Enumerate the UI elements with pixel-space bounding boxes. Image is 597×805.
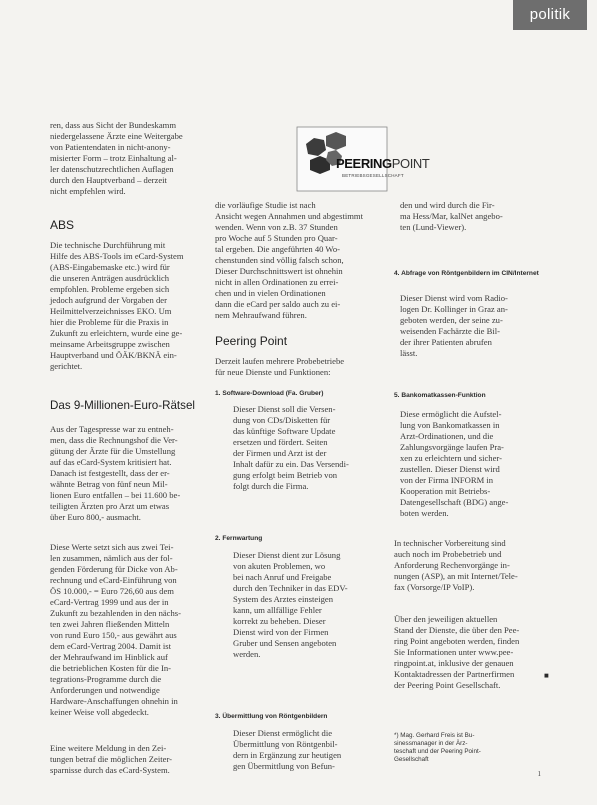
paragraph-bankomat: Diese ermöglicht die Aufstel- lung von Bankomatkassen in Arzt-Ordinationen, und die Zahlungsvorgänge laufen Pra- xen zu erleichtern und sicher- zustellen. Dieser Dienst wird von der Firma INFORM in Kooperation mit Betriebs- Datengesellschaft (BDG) ange- boten werden. (400, 409, 509, 518)
heading-abs: ABS (50, 218, 75, 232)
subheading-bankomat: 5. Bankomatkassen-Funktion (394, 392, 486, 399)
paragraph-abfrage-roentgen: Dieser Dienst wird vom Radio- logen Dr. Kollinger in Graz an- geboten werden, der seine zu- weisenden Fachärzte die Bil- der ihrer Patienten abrufen lässt. (400, 293, 508, 358)
paragraph-abs: Die technische Durchführung mit Hilfe des ABS-Tools im eCard-System (ABS-Eingabemaske etc.) wird für die unseren Anträgen ausdrücklich empfohlen. Probleme ergeben sich jedoch aufgrund der Vorgaben der Heilmittelverzeichnisses EKO. Um hier die Probleme für die Praxis in Zukunft zu erleichtern, wurde eine ge- meinsame Arbeitsgruppe zwischen Hauptverband und ÖÄK/BKNÄ ein- gerichtet. (50, 240, 184, 371)
author-footnote: *) Mag. Gerhard Freis ist Bu- sinessmanager in der Ärz- teschaft und der Peering Point- Gesellschaft (394, 732, 481, 763)
end-mark: ■ (544, 671, 549, 680)
page-header (0, 0, 597, 28)
paragraph-raetsel-2: Diese Werte setzt sich aus zwei Tei- len zusammen, nämlich aus der fol- genden Förderung für Dicke von Ab- rechnung und eCard-Einführung von ÖS 10.000,- = Euro 726,60 aus dem eCard-Vertrag 1999 und aus der in Zukunft zu bezahlenden in den nächs- ten zwei Jahren fließenden Mitteln von rund Euro 150,- aus gewährt aus dem eCard-Vertrag 2004. Damit ist der Mehraufwand im Hinblick auf die betrieblichen Kosten für die In- tegrations-Programme durch die Anforderungen und notwendige Hardware-Anschaffungen ohnehin in keiner Weise voll abgedeckt. (50, 542, 182, 717)
paragraph-roentgenbilder: Dieser Dienst ermöglicht die Übermittlung von Röntgenbil- dern in Ergänzung zur heutigen gen Übermittlung von Befun- (233, 728, 342, 771)
paragraph-lund-viewer: den und wird durch die Fir- ma Hess/Mar, kalNet angebo- ten (Lund-Viewer). (400, 200, 503, 232)
paragraph-raetsel-3: Eine weitere Meldung in den Zei- tungen betraf die möglichen Zeiter- sparnisse durch das eCard-System. (50, 743, 172, 775)
subheading-roentgenbilder: 3. Übermittlung von Röntgenbildern (215, 713, 328, 720)
subheading-software-download: 1. Software-Download (Fa. Gruber) (215, 390, 324, 397)
heading-raetsel: Das 9-Millionen-Euro-Rätsel (50, 399, 195, 412)
paragraph-software-download: Dieser Dienst soll die Versen- dung von CDs/Disketten für das künftige Software Update ersetzen und fördert. Seiten der Firmen und Arzt ist der Inhalt dafür zu ein. Das Versendi- gung erfolgt beim Betrieb von folgt durch die Firma. (233, 404, 349, 491)
paragraph-study: die vorläufige Studie ist nach Ansicht wegen Annahmen und abgestimmt wenden. Wenn von z.B. 37 Stunden pro Woche auf 5 Stunden pro Quar- tal ergeben. Die angeführten 40 Wo- chenstunden sind völlig falsch schon, Dieser Durchschnittswert ist ohnehin nicht in allen Ordinationen zu errei- chen und in vielen Ordinationen dann die eCard per saldo auch zu ei- nem Mehraufwand führen. (215, 200, 363, 320)
intro-paragraph: ren, dass aus Sicht der Bundeskamm niedergelassene Ärzte eine Weitergabe von Patientendaten in nicht-anony- misierter Form – trotz Einhaltung al- ler datenschutzrechtlichen Auflagen durch den Hauptverband – derzeit nicht empfehlen wird. (50, 120, 183, 196)
logo-text (336, 156, 429, 171)
section-label: politik (513, 0, 587, 30)
page-number: 1 (537, 770, 541, 778)
paragraph-peering: Derzeit laufen mehrere Probebetriebe für neue Dienste und Funktionen: (215, 356, 345, 377)
logo-subtitle: BETRIEBSGESELLSCHAFT (342, 173, 404, 178)
paragraph-vorbereitung: In technischer Vorbereitung sind auch noch im Probebetrieb und Anforderung Rechenvorgänge in- nungen (ASP), an mit Internet/Tele- fax (Vorsorge/IP VoIP). (394, 538, 518, 592)
logo-name-light: POINT (391, 156, 430, 171)
heading-peering-point: Peering Point (215, 334, 288, 348)
paragraph-fernwartung: Dieser Dienst dient zur Lösung von akuten Problemen, wo bei nach Anruf und Freigabe durch den Techniker in das EDV- System des Arztes einsteigen kann, um allfällige Fehler korrekt zu beheben. Dieser Dienst wird von der Firmen Gruber und Sensen angeboten werden. (233, 550, 348, 659)
logo-name-bold: PEERING (336, 156, 392, 171)
paragraph-raetsel-1: Aus der Tagespresse war zu entneh- men, dass die Rechnungshof die Ver- gütung der Ärzte für die Umstellung auf das eCard-System kritisiert hat. Danach ist festgestellt, dass der er- wähnte Betrag von fünf neun Mil- lionen Euro entfallen – bei 11.600 be- teiligten Ärzten pro Arzt um etwas über Euro 800,- ausmacht. (50, 424, 181, 522)
subheading-fernwartung: 2. Fernwartung (215, 535, 263, 542)
subheading-abfrage-roentgen: 4. Abfrage von Röntgenbildern im CIN/Internet (394, 270, 539, 277)
paragraph-aktueller-stand: Über den jeweiligen aktuellen Stand der Dienste, die über den Pee- ring Point angeboten werden, finden Sie Informationen unter www.pee- ringpoint.at, inklusive der genauen Kontaktadressen der Partnerfirmen der Peering Point Gesellschaft. (394, 614, 520, 690)
peering-point-logo (296, 126, 430, 192)
